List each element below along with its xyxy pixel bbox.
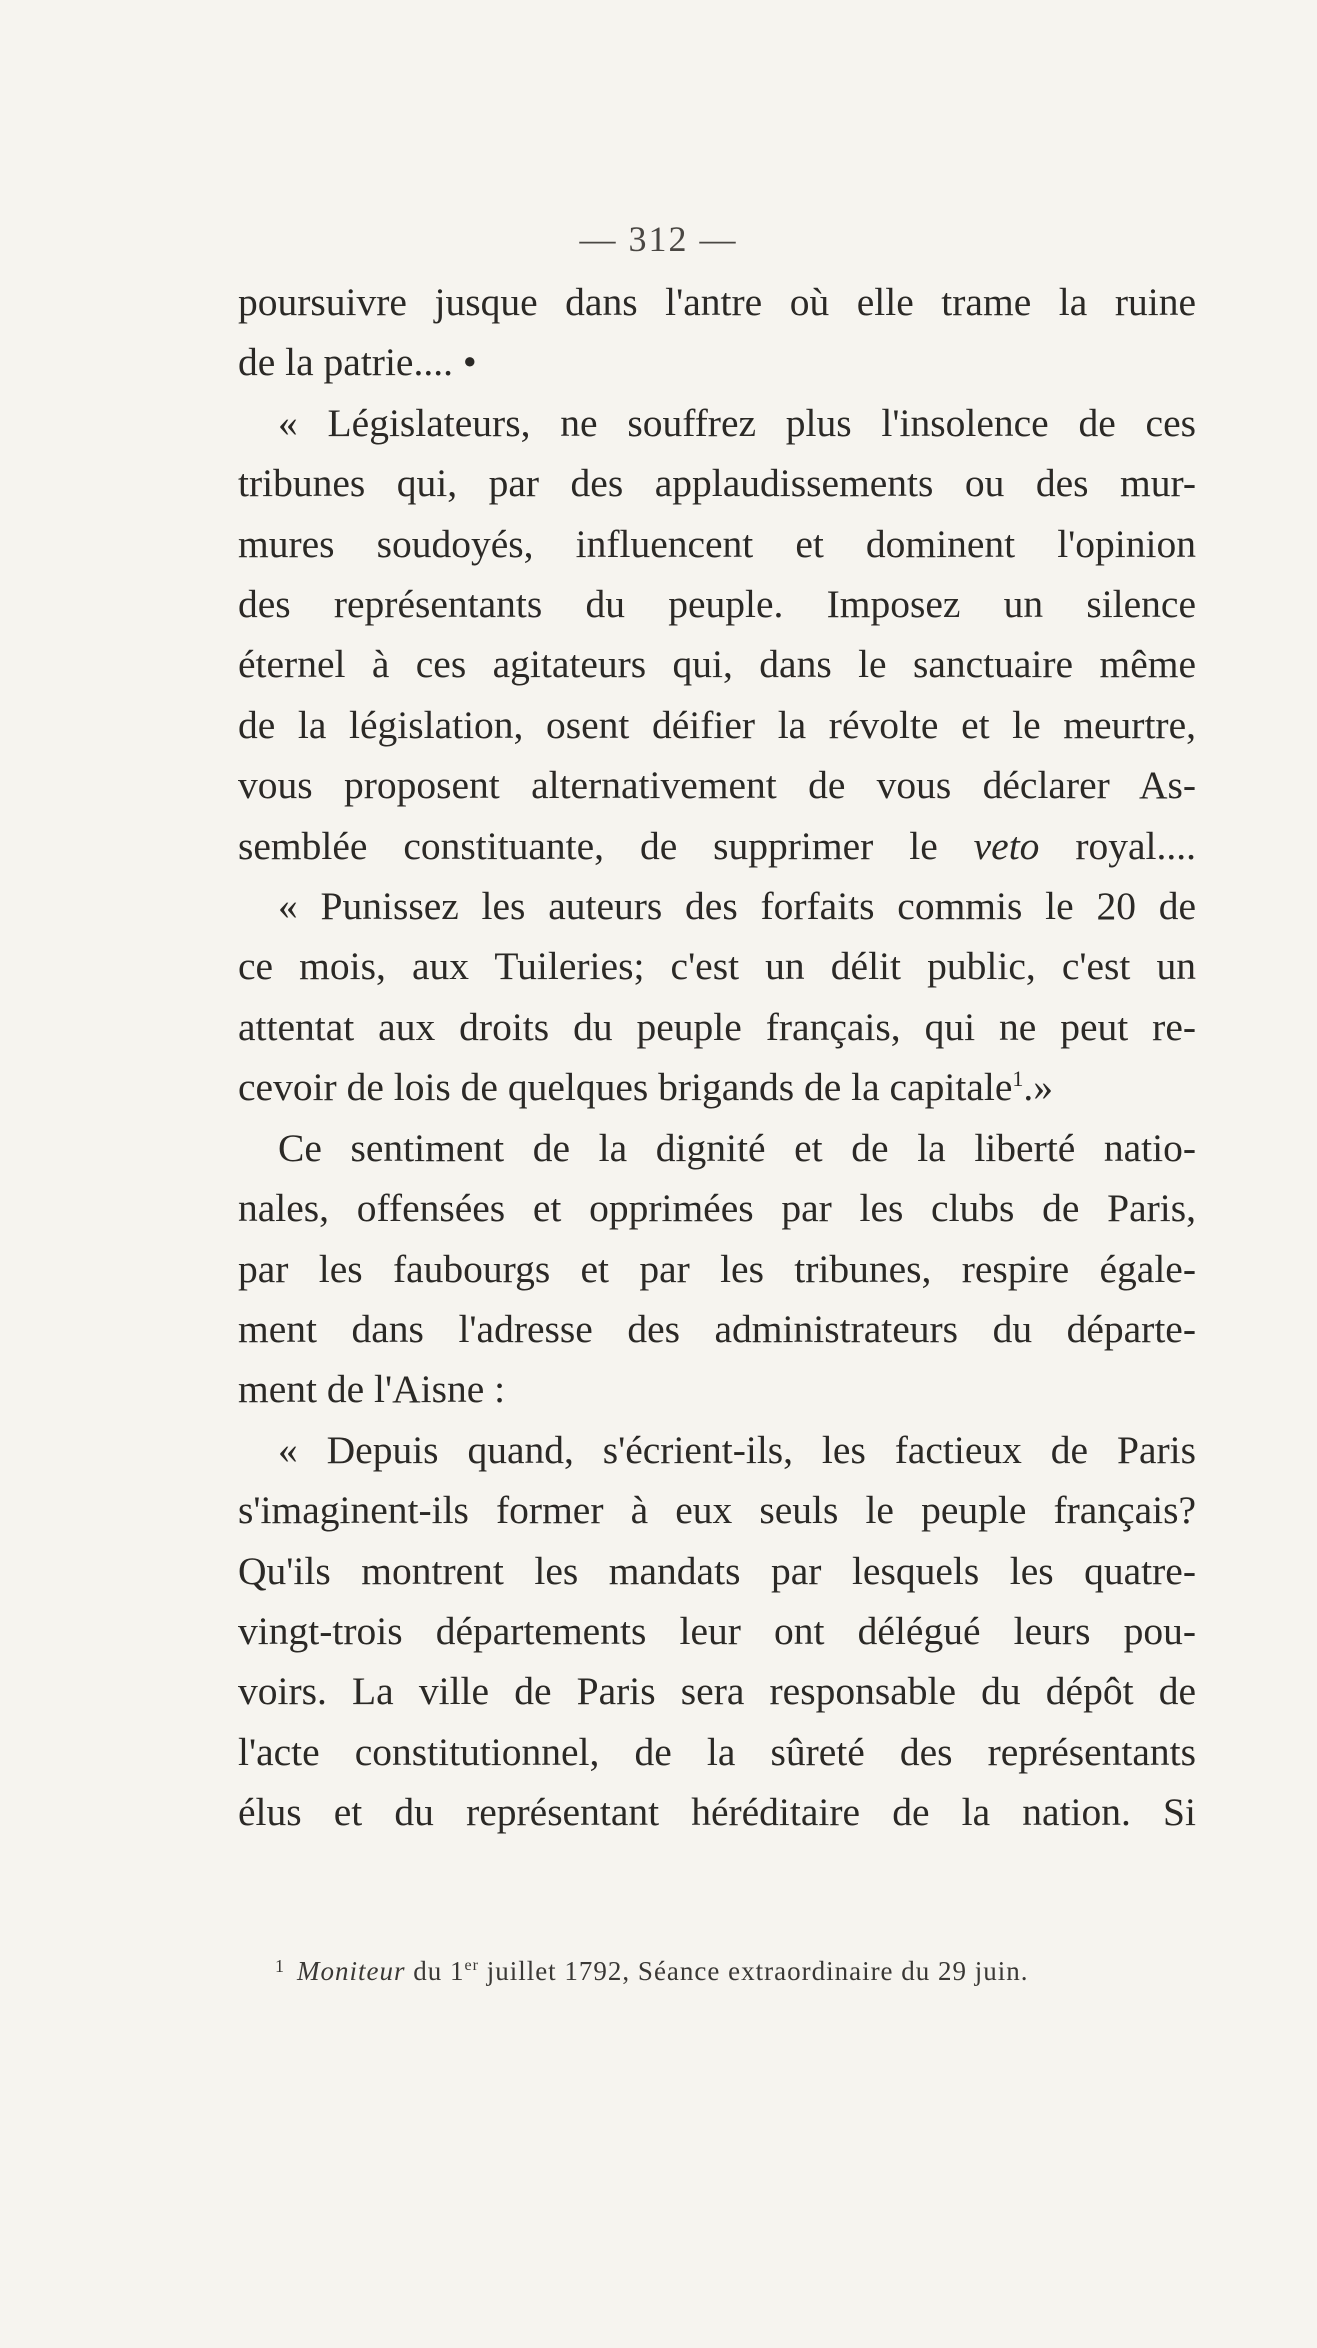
footnote-reference: 1	[1012, 1066, 1024, 1092]
footnote-text: juillet 1792, Séance extraordinaire du 29 juin.	[478, 1956, 1029, 1986]
footnote-ordinal: er	[464, 1957, 479, 1974]
text-line: mures soudoyés, influencent et dominent l'opinion	[238, 521, 1196, 566]
paragraph-1	[238, 272, 1196, 393]
text-line: ment dans l'adresse des administrateurs du départe-	[238, 1306, 1196, 1351]
italic-word: veto	[973, 823, 1040, 868]
text-line: « Punissez les auteurs des forfaits commis le 20 de	[278, 884, 1196, 929]
text-line: ment de l'Aisne :	[238, 1367, 506, 1412]
text-line: éternel à ces agitateurs qui, dans le sanctuaire même	[238, 642, 1196, 687]
text-line: des représentants du peuple. Imposez un silence	[238, 582, 1196, 627]
text-line	[238, 1057, 1196, 1117]
text-segment: semblée constituante, de supprimer le	[238, 823, 974, 868]
text-line: « Depuis quand, s'écrient-ils, les factieux de Paris	[278, 1427, 1196, 1472]
footnote	[275, 1948, 1210, 1989]
text-line: voirs. La ville de Paris sera responsable du dépôt de	[238, 1669, 1196, 1714]
body-text	[238, 272, 1196, 1843]
footnote-number: 1	[275, 1956, 285, 1976]
footnote-source-title: Moniteur	[297, 1956, 406, 1986]
text-line: par les faubourgs et par les tribunes, respire égale-	[238, 1246, 1196, 1291]
text-line: Qu'ils montrent les mandats par lesquels les quatre-	[238, 1548, 1196, 1593]
text-line: vingt-trois départements leur ont délégué leurs pou-	[238, 1608, 1196, 1653]
text-line: attentat aux droits du peuple français, qui ne peut re-	[238, 1004, 1196, 1049]
text-segment: cevoir de lois de quelques brigands de la capitale	[238, 1065, 1013, 1110]
text-line: l'acte constitutionnel, de la sûreté des représentants	[238, 1729, 1196, 1774]
text-segment: royal....	[1039, 823, 1196, 868]
text-line: « Législateurs, ne souffrez plus l'insolence de ces	[278, 400, 1196, 445]
text-line: Ce sentiment de la dignité et de la liberté natio-	[278, 1125, 1196, 1170]
page-number: — 312 —	[579, 219, 738, 259]
paragraph-5	[238, 1420, 1196, 1843]
text-segment: .»	[1023, 1065, 1053, 1110]
text-line: tribunes qui, par des applaudissements ou des mur-	[238, 461, 1196, 506]
text-line: de la législation, osent déifier la révolte et le meurtre,	[238, 702, 1196, 747]
text-line: poursuivre jusque dans l'antre où elle trame la ruine	[238, 280, 1196, 324]
text-line: élus et du représentant héréditaire de la nation. Si	[238, 1790, 1196, 1835]
paragraph-2	[238, 393, 1196, 876]
paragraph-3	[238, 876, 1196, 1118]
text-line: vous proposent alternativement de vous déclarer As-	[238, 763, 1196, 808]
text-line	[238, 816, 1196, 876]
text-line: s'imaginent-ils former à eux seuls le peuple français?	[238, 1488, 1196, 1533]
text-line: ce mois, aux Tuileries; c'est un délit public, c'est un	[238, 944, 1196, 989]
text-line: nales, offensées et opprimées par les clubs de Paris,	[238, 1186, 1196, 1231]
footnote-text: du 1	[405, 1956, 465, 1986]
text-line: de la patrie.... •	[238, 340, 477, 385]
paragraph-4	[238, 1118, 1196, 1420]
